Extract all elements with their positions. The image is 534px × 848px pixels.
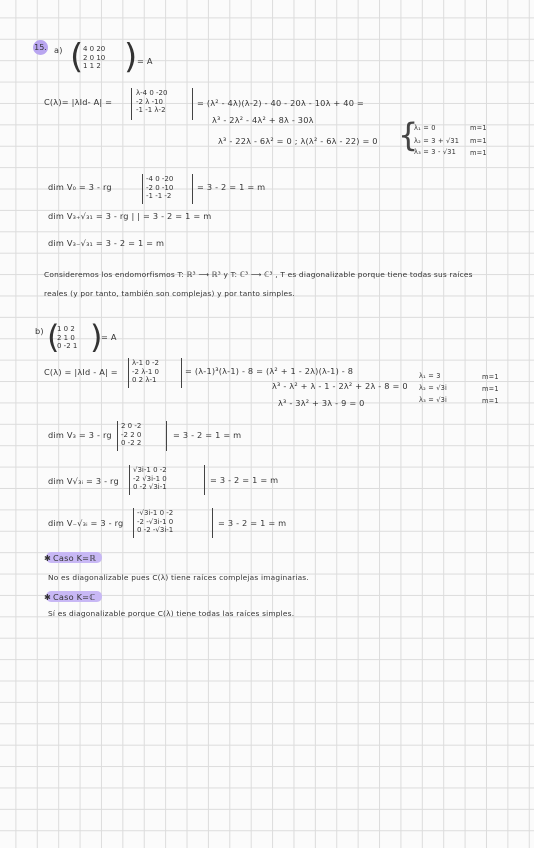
dim-v3-row: -2 2 0	[121, 430, 142, 439]
case-c-heading: Caso K=ℂ	[53, 592, 96, 602]
det-a-row: -1 -1 λ-2	[136, 106, 166, 114]
dim-v-plus-b-row: √3i-1 0 -2	[133, 466, 167, 474]
dim-v-minus-b-left-bar	[133, 508, 134, 538]
dim-v-minus-b-row: 0 -2 -√3i-1	[137, 526, 174, 534]
dim-v3-rhs: = 3 - 2 = 1 = m	[173, 430, 242, 440]
multiplicity-a-1: m=1	[470, 124, 487, 132]
multiplicity-b-3: m=1	[482, 397, 499, 405]
dim-v3-row: 2 0 -2	[121, 422, 142, 430]
dim-v-minus-b-matrix	[137, 509, 173, 535]
eigenvalue-b-3: λ₃ = √3i	[419, 396, 448, 404]
dim-v3-matrix	[121, 422, 141, 448]
dim-v-plus-b-left-bar	[129, 465, 130, 495]
matrix-a-row: 4 0 20	[83, 45, 106, 53]
eigenvalue-a-3: λ₃ = 3 - √31	[414, 148, 457, 156]
conclusion-a-line-2: reales (y por tanto, también son complejas) y por tanto simples.	[44, 289, 295, 298]
eigen-a-brace: {	[398, 116, 419, 154]
dim-v-minus-b-right-bar	[212, 508, 213, 538]
matrix-a	[83, 45, 105, 71]
dim-v0-row: -1 -1 -2	[146, 192, 172, 200]
dim-v3-right-bar	[166, 421, 167, 451]
part-b-label: b)	[35, 326, 44, 336]
dim-v-minus-b-lhs: dim V₋√₃ᵢ = 3 - rg	[48, 518, 124, 528]
dim-v0-lhs: dim V₀ = 3 - rg	[48, 182, 112, 192]
det-a-left-bar	[131, 88, 132, 120]
dim-v-minus-b-row: -√3i-1 0 -2	[137, 509, 174, 517]
dim-v0-matrix	[146, 175, 173, 201]
det-b-matrix	[132, 359, 159, 385]
multiplicity-a-2: m=1	[470, 137, 487, 145]
dim-v0-left-bar	[142, 174, 143, 204]
expansion-b-1: = (λ-1)³(λ-1) - 8 = (λ² + 1 - 2λ)(λ-1) - 8	[185, 366, 354, 376]
case-r-heading: Caso K=ℝ	[53, 553, 96, 563]
char-poly-b-lhs: C(λ) = |λId - A| =	[44, 367, 118, 377]
eigenvalue-a-2: λ₂ = 3 + √31	[414, 137, 460, 145]
dim-v3-row: 0 -2 2	[121, 439, 142, 447]
dim-v0-row: -4 0 -20	[146, 175, 174, 183]
expansion-b-3: λ³ - 3λ² + 3λ - 9 = 0	[278, 398, 365, 408]
expansion-a-3: λ³ - 22λ - 6λ² = 0 ; λ(λ² - 6λ - 22) = 0	[218, 136, 378, 146]
matrix-b-left-paren: (	[47, 318, 60, 356]
det-b-row: -2 λ-1 0	[132, 367, 160, 376]
dim-v-plus-a: dim V₃₊√₃₁ = 3 - rg | | = 3 - 2 = 1 = m	[48, 211, 212, 221]
matrix-b-right-paren: )	[90, 318, 103, 356]
matrix-b-row: 0 -2 1	[57, 342, 78, 350]
multiplicity-a-3: m=1	[470, 149, 487, 157]
det-b-right-bar	[181, 358, 182, 388]
matrix-b-row: 1 0 2	[57, 325, 75, 333]
multiplicity-b-2: m=1	[482, 385, 499, 393]
case-c-text: Sí es diagonalizable porque C(λ) tiene todas las raíces simples.	[48, 609, 295, 618]
dim-v-plus-b-matrix	[133, 466, 167, 492]
expansion-a-2: λ³ - 2λ² - 4λ² + 8λ - 30λ	[212, 115, 314, 125]
char-poly-a-lhs: C(λ)= |λId- A| =	[44, 97, 113, 107]
dim-v-plus-b-right-bar	[204, 465, 205, 495]
dim-v-plus-b-row: -2 √3i-1 0	[133, 474, 167, 483]
matrix-a-right-paren: )	[124, 37, 138, 77]
eigenvalue-b-1: λ₁ = 3	[419, 372, 441, 380]
matrix-a-row: 1 1 2	[83, 62, 101, 70]
conclusion-a-line-1: Consideremos los endomorfismos T: ℝ³ ⟶ ℝ³ y T: ℂ³ ⟶ ℂ³ , T es diagonalizable porque tiene todas sus raíces	[44, 270, 473, 279]
det-a-right-bar	[192, 88, 193, 120]
matrix-a-left-paren: (	[70, 37, 84, 77]
dim-v3-left-bar	[117, 421, 118, 451]
dim-v0-row: -2 0 -10	[146, 183, 174, 192]
eigenvalue-b-2: λ₂ = √3i	[419, 384, 448, 392]
dim-v-plus-b-row: 0 -2 √3i-1	[133, 483, 167, 491]
det-a-row: λ-4 0 -20	[136, 89, 168, 97]
dim-v3-lhs: dim V₃ = 3 - rg	[48, 430, 112, 440]
dim-v-minus-b-rhs: = 3 - 2 = 1 = m	[218, 518, 287, 528]
det-b-left-bar	[128, 358, 129, 388]
problem-number-badge: 15.	[33, 40, 48, 55]
multiplicity-b-1: m=1	[482, 373, 499, 381]
det-b-row: λ-1 0 -2	[132, 359, 160, 367]
matrix-b-equals: = A	[101, 332, 117, 342]
dim-v-minus-a: dim V₃₋√₃₁ = 3 - 2 = 1 = m	[48, 238, 165, 248]
eigenvalue-a-1: λ₁ = 0	[414, 124, 436, 132]
matrix-b	[57, 325, 77, 351]
matrix-b-row: 2 1 0	[57, 333, 75, 342]
det-a-matrix	[136, 89, 167, 115]
case-c-bullet: ✱	[44, 592, 52, 602]
case-r-bullet: ✱	[44, 553, 52, 563]
expansion-a-1: = (λ² - 4λ)(λ-2) - 40 - 20λ - 10λ + 40 =	[197, 98, 364, 108]
dim-v0-right-bar	[192, 174, 193, 204]
dim-v-plus-b-lhs: dim V√₃ᵢ = 3 - rg	[48, 476, 119, 486]
part-a-label: a)	[54, 45, 63, 55]
det-b-row: 0 2 λ-1	[132, 376, 157, 384]
matrix-a-equals: = A	[137, 56, 153, 66]
dim-v-minus-b-row: -2 -√3i-1 0	[137, 517, 174, 526]
matrix-a-row: 2 0 10	[83, 53, 106, 62]
det-a-row: -2 λ -10	[136, 97, 164, 106]
case-r-text: No es diagonalizable pues C(λ) tiene raíces complejas imaginarias.	[48, 573, 309, 582]
expansion-b-2: λ³ - λ² + λ - 1 - 2λ² + 2λ - 8 = 0	[272, 381, 408, 391]
dim-v0-rhs: = 3 - 2 = 1 = m	[197, 182, 266, 192]
dim-v-plus-b-rhs: = 3 - 2 = 1 = m	[210, 475, 279, 485]
